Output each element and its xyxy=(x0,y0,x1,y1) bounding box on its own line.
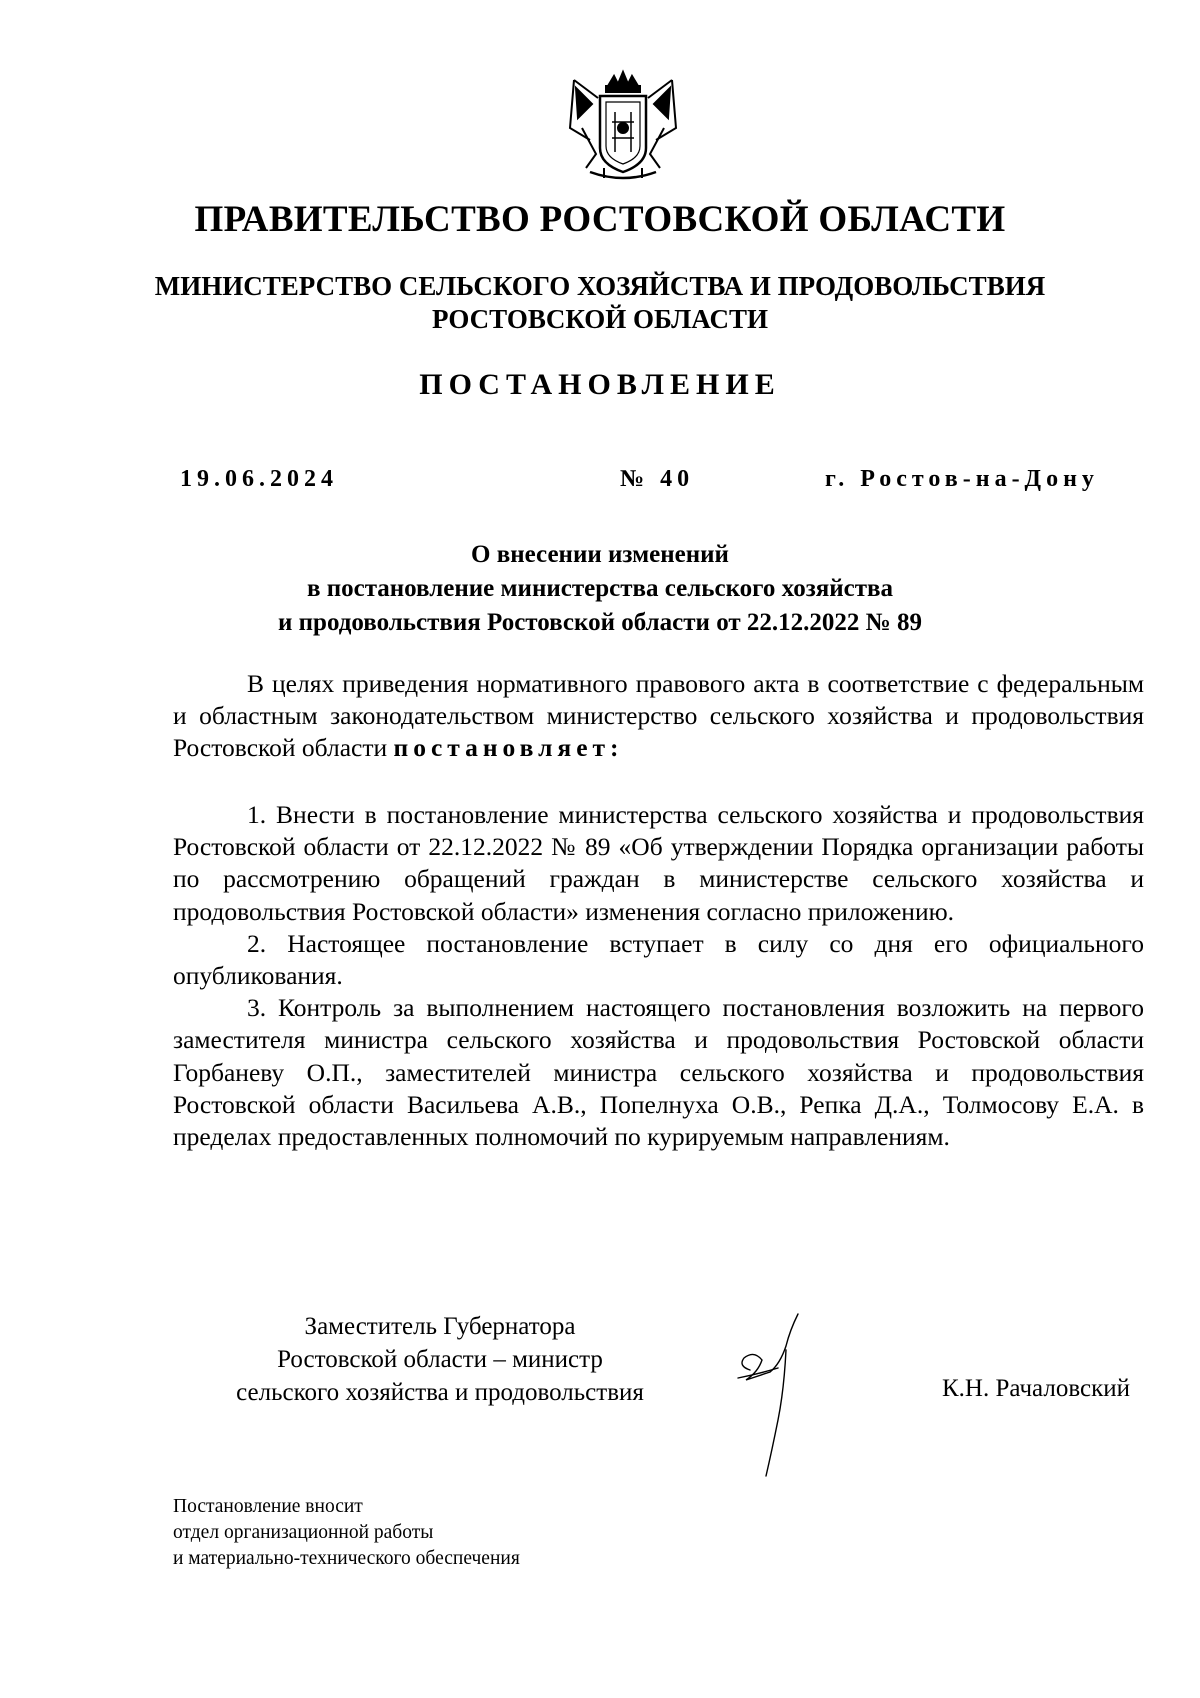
preamble-text: В целях приведения нормативного правового акта в соответствие с федеральным и областным законодательством министерство сельского хозяйства и продовольствия Ростовской области xyxy=(173,669,1144,763)
footer-note xyxy=(173,1494,520,1572)
handwritten-signature xyxy=(728,1310,838,1480)
footer-note-line2: отдел организационной работы xyxy=(173,1522,434,1543)
footer-note-line1: Постановление вносит xyxy=(173,1496,363,1517)
footer-note-line3: и материально-технического обеспечения xyxy=(173,1548,520,1569)
government-heading: ПРАВИТЕЛЬСТВО РОСТОВСКОЙ ОБЛАСТИ xyxy=(194,199,1006,240)
document-date: 19.06.2024 xyxy=(180,466,338,492)
ministry-heading-line1: МИНИСТЕРСТВО СЕЛЬСКОГО ХОЗЯЙСТВА И ПРОДОВОЛЬСТВИЯ xyxy=(154,271,1046,301)
handwritten-signature-icon xyxy=(728,1310,838,1480)
document-title xyxy=(0,538,1200,640)
clause-3: 3. Контроль за выполнением настоящего постановления возложить на первого заместителя министра сельского хозяйства и продовольствия Ростовской области Горбаневу О.П., заместителей министра сельского хозяйства и продовольствия Ростовской области Васильева А.В., Попелнуха О.В., Репка Д.А., Толмосову Е.А. в пределах предоставленных полномочий по курируемым направлениям. xyxy=(173,993,1144,1152)
ministry-heading-line2: РОСТОВСКОЙ ОБЛАСТИ xyxy=(432,304,768,334)
document-type: ПОСТАНОВЛЕНИЕ xyxy=(419,368,781,401)
preamble-emphasis: постановляет: xyxy=(393,733,624,763)
clauses xyxy=(173,799,1144,1153)
clause-1: 1. Внести в постановление министерства сельского хозяйства и продовольствия Ростовской области от 22.12.2022 № 89 «Об утверждении Порядка организации работы по рассмотрению обращений граждан в министерстве сельского хозяйства и продовольствия Ростовской области» изменения согласно приложению. xyxy=(173,800,1144,926)
document-number: № 40 xyxy=(620,466,695,492)
coat-of-arms-emblem xyxy=(560,68,686,184)
preamble-paragraph xyxy=(173,668,1144,765)
ministry-heading xyxy=(0,270,1200,336)
signatory-position-line3: сельского хозяйства и продовольствия xyxy=(236,1379,644,1406)
signatory-position xyxy=(150,1310,730,1409)
signatory-position-line2: Ростовской области – министр xyxy=(277,1346,603,1373)
rostov-oblast-coat-of-arms-icon xyxy=(560,68,686,184)
document-title-line2: в постановление министерства сельского хозяйства xyxy=(306,575,894,602)
document-title-line3: и продовольствия Ростовской области от 22.12.2022 № 89 xyxy=(277,609,923,636)
document-city: г. Ростов-на-Дону xyxy=(825,466,1099,492)
signatory-position-line1: Заместитель Губернатора xyxy=(304,1313,576,1340)
preamble xyxy=(173,668,1144,765)
document-title-line1: О внесении изменений xyxy=(471,541,729,568)
signatory-name: К.Н. Рачаловский xyxy=(941,1375,1130,1402)
clause-2: 2. Настоящее постановление вступает в силу со дня его официального опубликования. xyxy=(173,928,1144,991)
